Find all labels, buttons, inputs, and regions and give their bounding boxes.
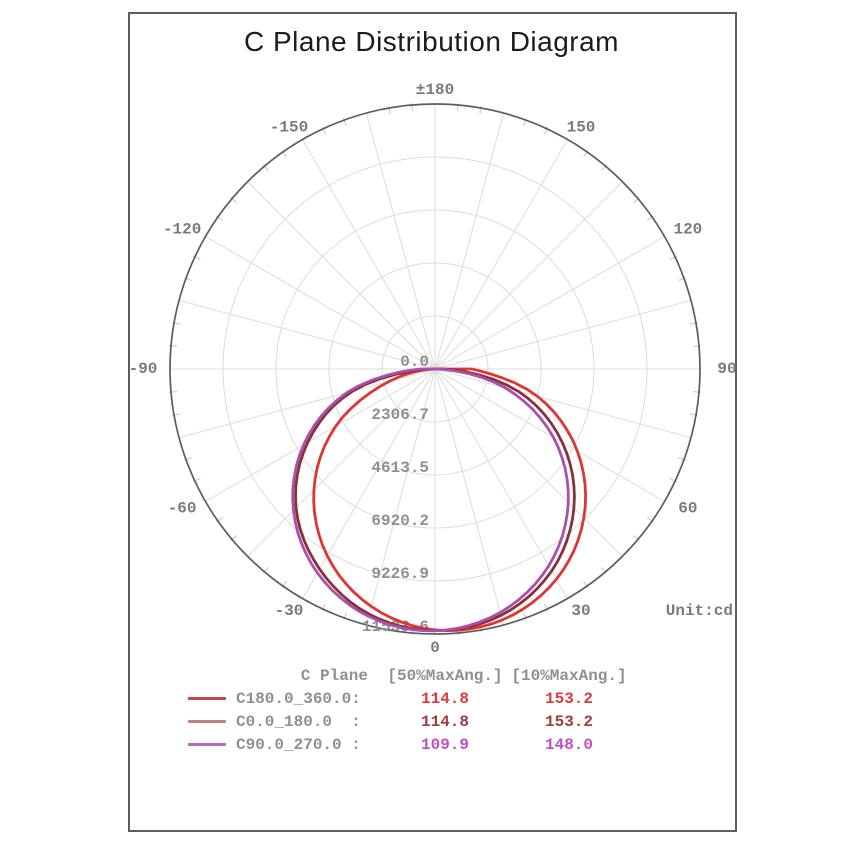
page-title: C Plane Distribution Diagram [243,26,620,57]
angle-label: 120 [673,220,703,239]
angle-gridline [435,369,664,502]
unit-label: Unit:cd [665,602,733,621]
curve-C90.0_270.0 [293,369,569,631]
legend-value-50pct: 114.8 [420,689,469,708]
legend-header-plane: C Plane [300,666,368,685]
curve-C180.0_360.0 [314,369,586,631]
ring-label: 11533.6 [361,618,429,637]
angle-label: -60 [167,499,197,518]
angle-gridline [435,113,504,369]
legend-label: C0.0_180.0 : [236,712,361,731]
ring-label: 6920.2 [371,512,429,531]
legend-row-c0-180 [188,710,648,733]
angle-gridline [435,237,664,370]
angle-label: 0 [430,639,440,658]
legend-value-50pct: 109.9 [420,735,469,754]
angle-gridline [435,182,622,369]
angle-gridline [366,113,435,372]
angle-label: -90 [128,360,158,379]
angle-gridline [303,140,436,372]
legend-label: C180.0_360.0: [236,689,361,708]
legend-value-10pct: 148.0 [544,735,593,754]
angle-gridline [435,369,691,438]
angle-gridline [179,300,435,372]
legend-header-10pct: [10%MaxAng.] [511,666,627,685]
angle-label: 30 [571,601,591,620]
angle-label: -30 [274,601,304,620]
legend-line-c0-180 [188,720,226,723]
angle-gridline [435,300,691,369]
legend-header-row [188,664,648,687]
angle-label: -120 [162,220,202,239]
legend-line-c90-270 [188,743,226,746]
legend-value-50pct: 114.8 [420,712,469,731]
angle-label: -150 [269,118,309,137]
ring-label: 0.0 [400,353,429,372]
angle-gridline [206,237,435,370]
angle-gridline [206,369,435,502]
angle-label: 90 [717,360,737,379]
angle-gridline [435,369,622,556]
legend-label: C90.0_270.0 : [236,735,361,754]
legend-row-c90-270 [188,733,648,756]
angle-label: 60 [678,499,698,518]
legend-line-c180-360 [188,697,226,700]
legend [188,664,648,756]
angle-gridline [303,369,436,598]
legend-value-10pct: 153.2 [544,689,593,708]
angle-gridline [435,369,504,625]
angle-label: 150 [566,118,596,137]
ring-label: 2306.7 [371,406,429,425]
ring-label: 4613.5 [371,459,429,478]
legend-header-50pct: [50%MaxAng.] [387,666,503,685]
legend-row-c180-360 [188,687,648,710]
angle-label: ±180 [415,81,455,100]
legend-value-10pct: 153.2 [544,712,593,731]
angle-gridline [435,140,568,369]
ring-label: 9226.9 [371,565,429,584]
angle-gridline [248,182,435,372]
